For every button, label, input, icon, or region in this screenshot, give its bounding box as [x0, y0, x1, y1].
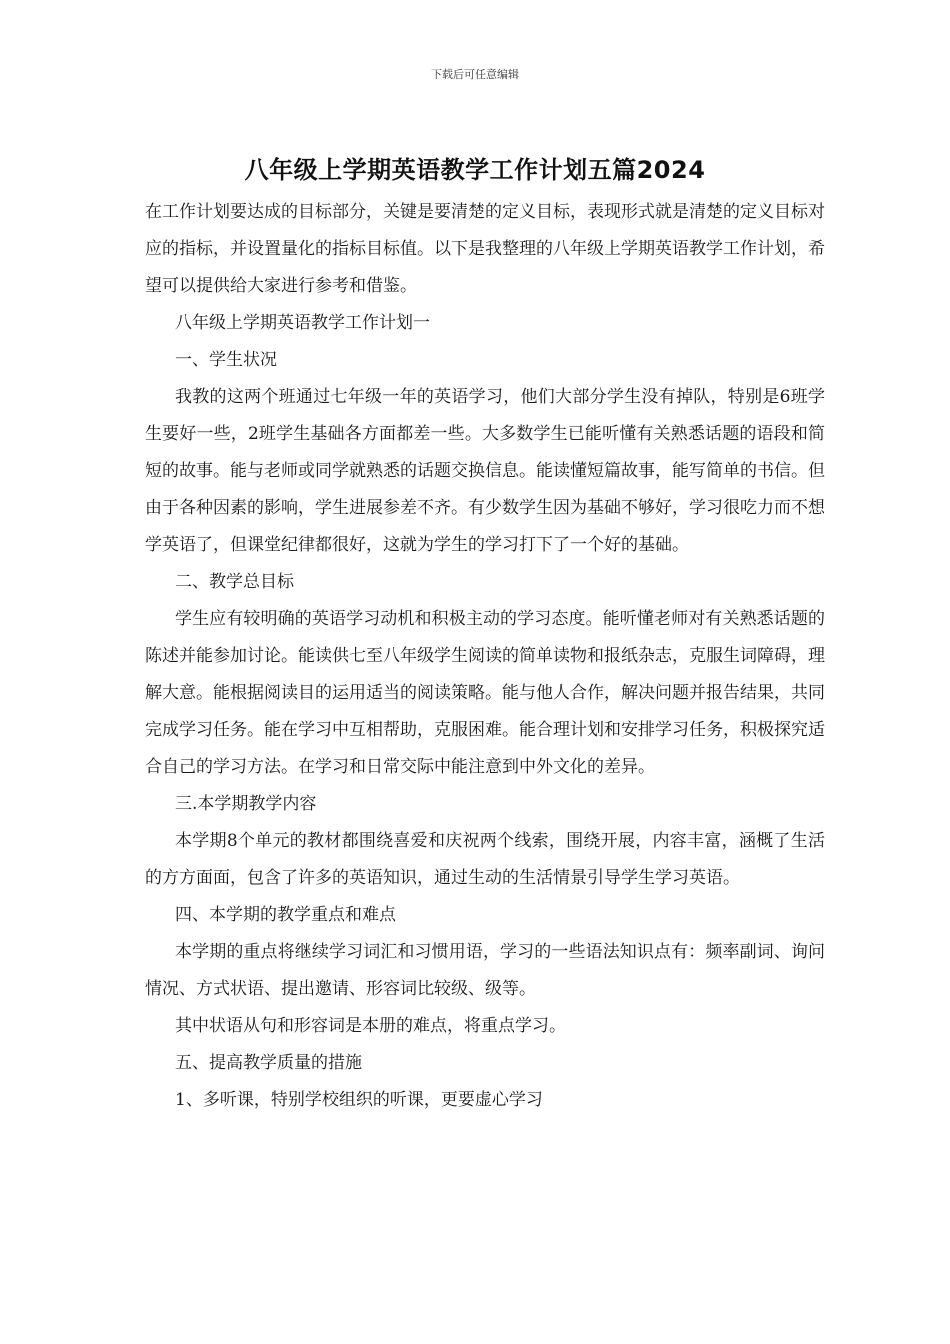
- teaching-goals-paragraph: 学生应有较明确的英语学习动机和积极主动的学习态度。能听懂老师对有关熟悉话题的陈述并能参加讨论。能读供七至八年级学生阅读的简单读物和报纸杂志，克服生词障碍，理解大意。能根据阅读目的运用适当的阅读策略。能与他人合作，解决问题并报告结果，共同完成学习任务。能在学习中互相帮助，克服困难。能合理计划和安排学习任务，积极探究适合自己的学习方法。在学习和日常交际中能注意到中外文化的差异。: [145, 609, 825, 777]
- document-title: 八年级上学期英语教学工作计划五篇2024: [244, 156, 706, 184]
- section-heading-measures: 五、提高教学质量的措施: [175, 1053, 362, 1073]
- key-points-paragraph: 本学期的重点将继续学习词汇和习惯用语，学习的一些语法知识点有：频率副词、询问情况、方式状语、提出邀请、形容词比较级、级等。: [145, 942, 825, 999]
- document-body: [145, 194, 825, 1119]
- section-heading-key-points: 四、本学期的教学重点和难点: [175, 905, 396, 925]
- measure-item-1: 1、多听课，特别学校组织的听课，更要虚心学习: [175, 1090, 543, 1110]
- section-heading-teaching-goals: 二、教学总目标: [175, 572, 294, 592]
- section-heading-teaching-content: 三.本学期教学内容: [175, 794, 317, 814]
- teaching-content-paragraph: 本学期8个单元的教材都围绕喜爱和庆祝两个线索，围绕开展，内容丰富，涵概了生活的方方面面，包含了许多的英语知识，通过生动的生活情景引导学生学习英语。: [145, 831, 825, 888]
- intro-paragraph: 在工作计划要达成的目标部分，关键是要清楚的定义目标，表现形式就是清楚的定义目标对应的指标，并设置量化的指标目标值。以下是我整理的八年级上学期英语教学工作计划，希望可以提供给大家进行参考和借鉴。: [145, 202, 825, 296]
- student-status-paragraph: 我教的这两个班通过七年级一年的英语学习，他们大部分学生没有掉队，特别是6班学生要好一些，2班学生基础各方面都差一些。大多数学生已能听懂有关熟悉话题的语段和简短的故事。能与老师或同学就熟悉的话题交换信息。能读懂短篇故事，能写简单的书信。但由于各种因素的影响，学生进展参差不齐。有少数学生因为基础不够好，学习很吃力而不想学英语了，但课堂纪律都很好，这就为学生的学习打下了一个好的基础。: [145, 387, 825, 555]
- plan-one-heading: 八年级上学期英语教学工作计划一: [175, 313, 430, 333]
- section-heading-student-status: 一、学生状况: [175, 350, 277, 370]
- difficult-points-paragraph: 其中状语从句和形容词是本册的难点，将重点学习。: [175, 1016, 566, 1036]
- header-note: 下载后可任意编辑: [431, 68, 519, 81]
